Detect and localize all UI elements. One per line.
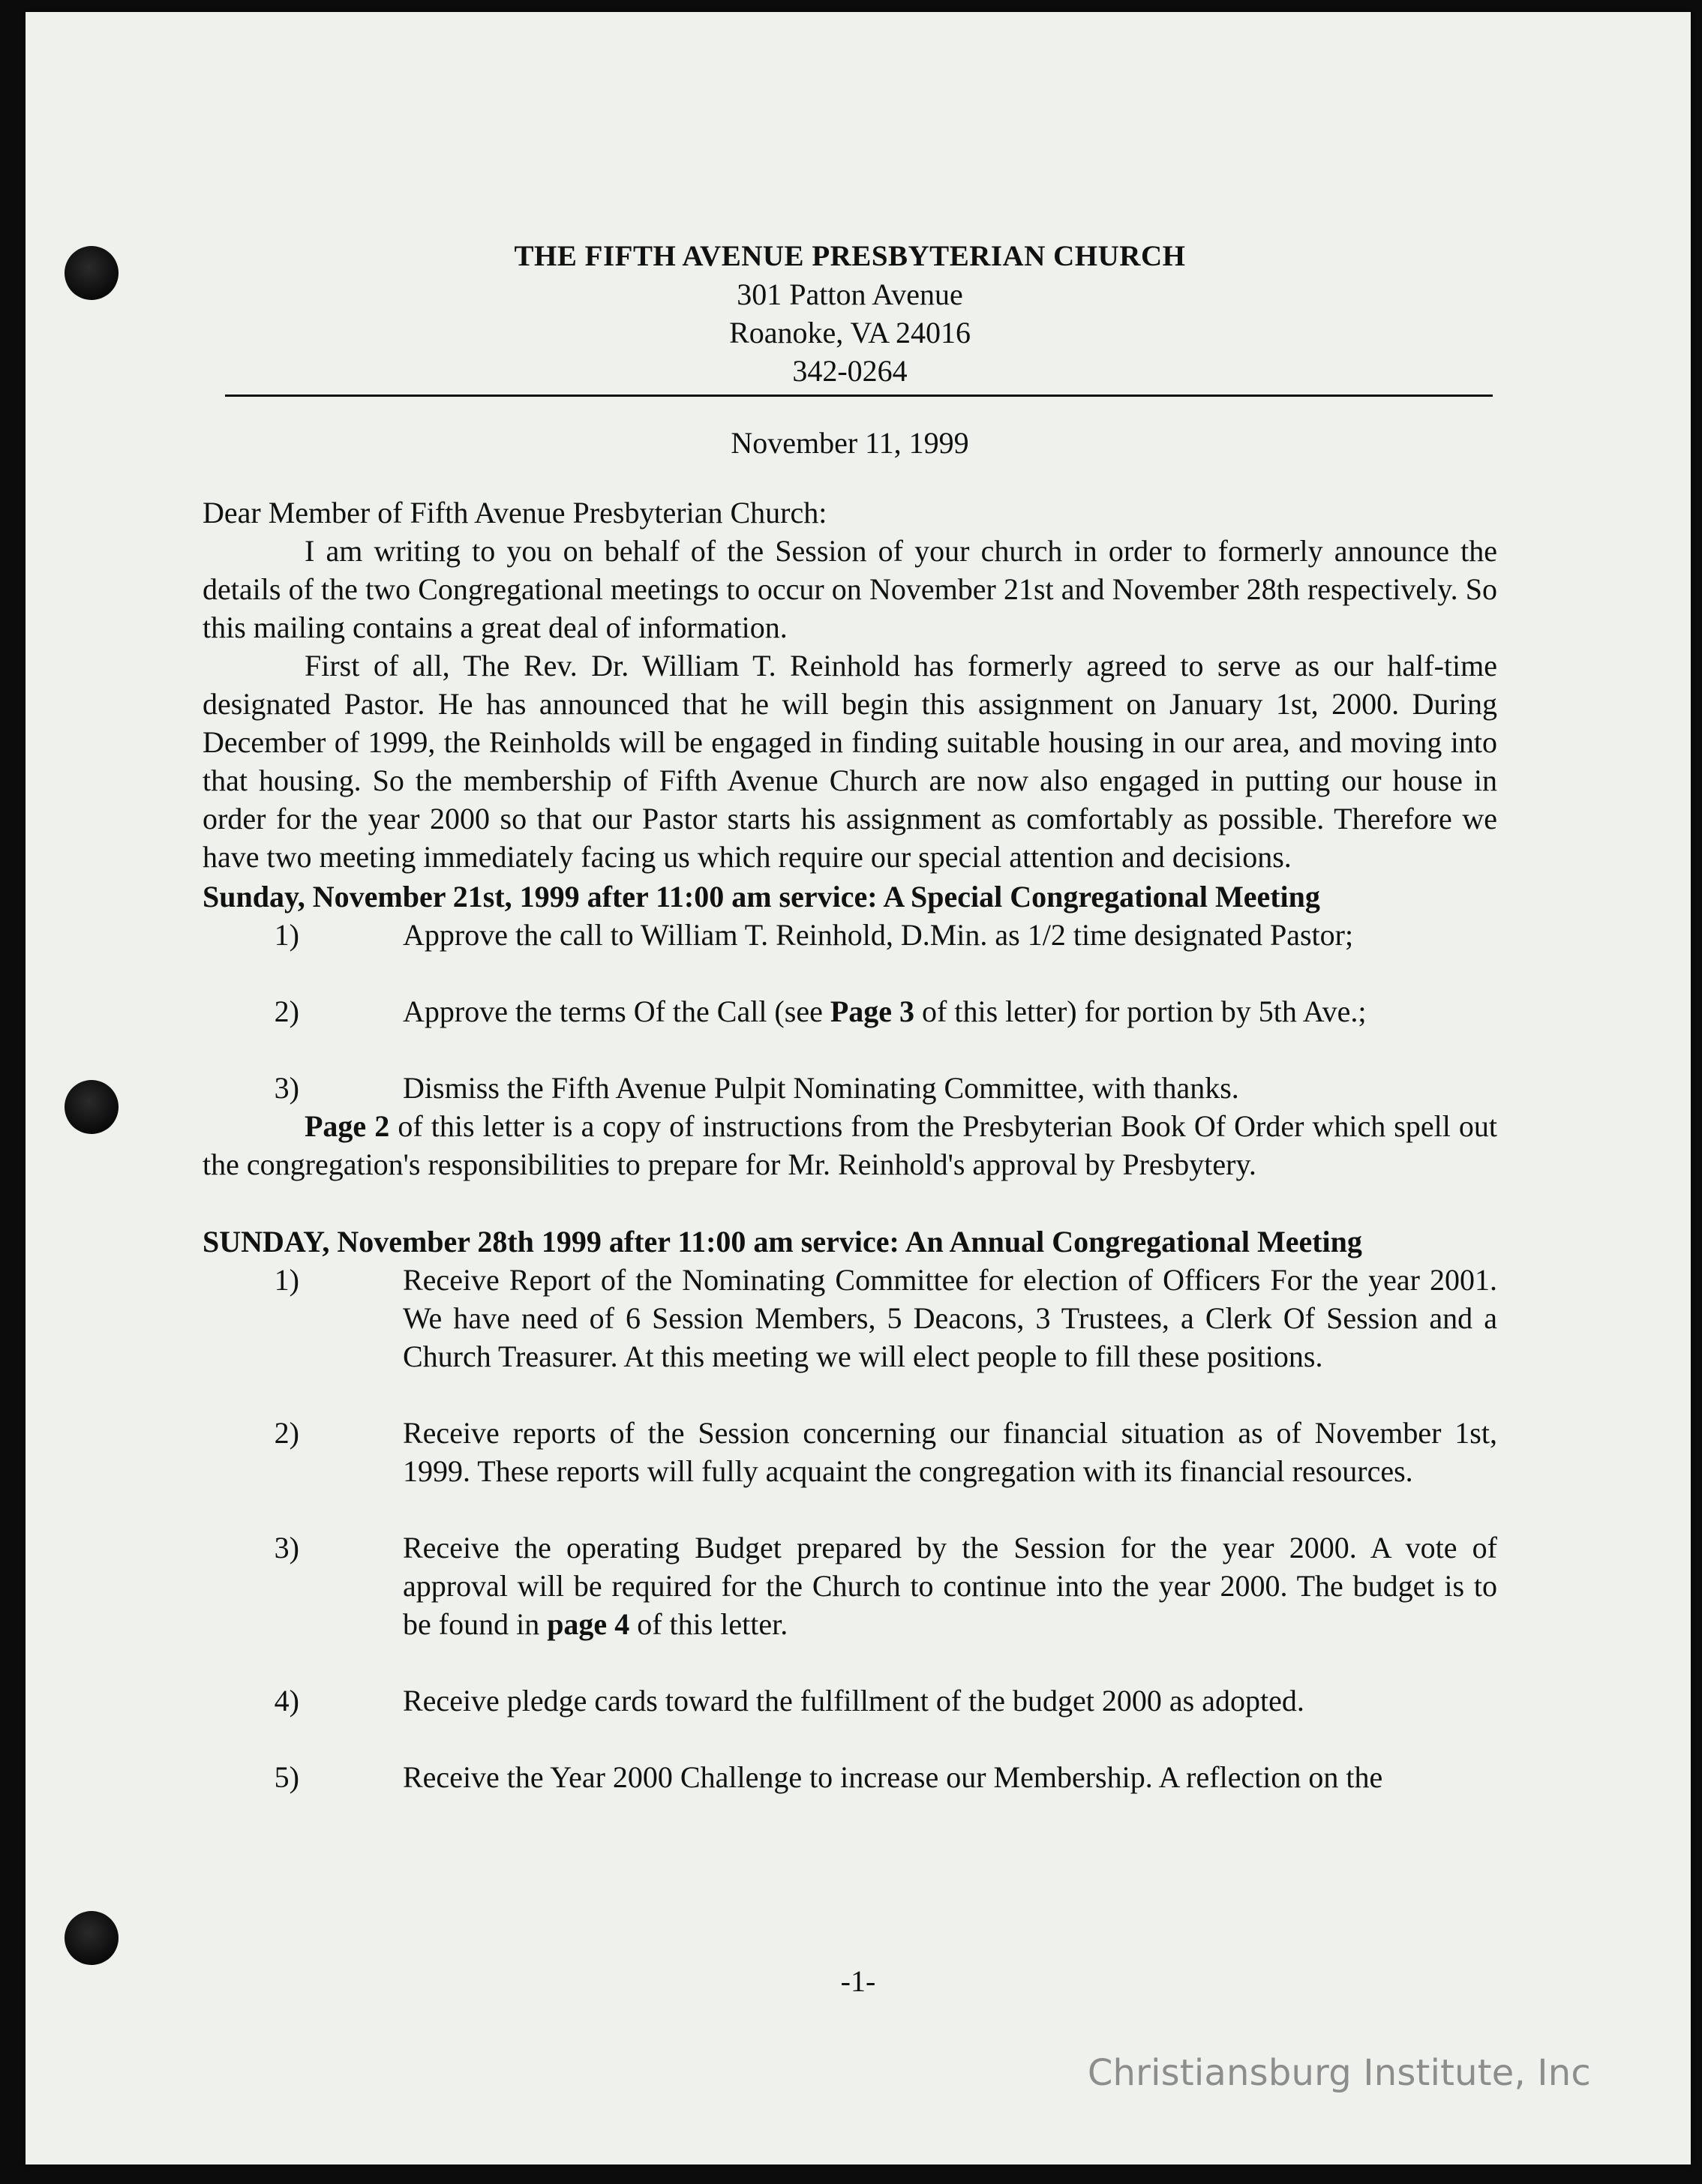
item-number: 5): [274, 1760, 299, 1794]
punch-hole-bottom: [65, 1911, 119, 1965]
item-text: Receive Report of the Nominating Committee for election of Officers For the year 2001. We have need of 6 Session Members, 5 Deacons, 3 Trustees, a Clerk Of Session and a Church Treasurer. At this meeting we will elect people to fill these positions.: [403, 1263, 1497, 1373]
page-reference: Page 2: [305, 1109, 390, 1143]
item-text: [403, 992, 1497, 1030]
item-text-part: Approve the terms Of the Call (see: [403, 994, 830, 1028]
salutation: Dear Member of Fifth Avenue Presbyterian Church:: [203, 496, 827, 530]
item-text: [403, 1528, 1497, 1643]
list-item: [203, 1261, 1497, 1376]
meeting2-heading: SUNDAY, November 28th 1999 after 11:00 am service: An Annual Congregational Meeting: [203, 1225, 1362, 1258]
watermark: Christiansburg Institute, Inc: [1087, 2052, 1591, 2094]
church-phone: 342-0264: [792, 354, 908, 388]
item-text-part: Receive the operating Budget prepared by the Session for the year 2000. A vote of approval will be required for the Church to continue into the year 2000. The budget is to be found in: [403, 1531, 1497, 1641]
letter-body: [203, 237, 1497, 1796]
letter-date: November 11, 1999: [731, 426, 969, 460]
list-item: [203, 1414, 1497, 1490]
page-reference: Page 3: [830, 994, 915, 1028]
item-text: Receive reports of the Session concerning our financial situation as of November 1st, 1999. These reports will fully acquaint the congregation with its financial resources.: [403, 1416, 1497, 1488]
item-number: 1): [274, 1263, 299, 1297]
pastor-paragraph: First of all, The Rev. Dr. William T. Reinhold has formerly agreed to serve as our half-time designated Pastor. He has announced that he will begin this assignment on January 1st, 2000. During December of 1999, the Reinholds will be engaged in finding suitable housing in our area, and moving into that housing. So the membership of Fifth Avenue Church are now also engaged in putting our house in order for the year 2000 so that our Pastor starts his assignment as comfortably as possible. Therefore we have two meeting immediately facing us which require our special attention and decisions.: [203, 649, 1497, 874]
meeting1-agenda: [203, 916, 1497, 1107]
item-text: Receive the Year 2000 Challenge to increase our Membership. A reflection on the: [403, 1760, 1383, 1794]
punch-hole-middle: [65, 1080, 119, 1134]
item-text: Approve the call to William T. Reinhold, D.Min. as 1/2 time designated Pastor;: [403, 918, 1354, 952]
item-number: 1): [274, 918, 299, 952]
item-number: 3): [274, 1531, 299, 1564]
page-reference: page 4: [547, 1607, 630, 1641]
punch-hole-top: [65, 246, 119, 300]
list-item: [203, 1069, 1497, 1107]
document-page: [26, 12, 1691, 2164]
item-text-part: of this letter.: [629, 1607, 788, 1641]
church-city: Roanoke, VA 24016: [729, 316, 971, 350]
item-number: 4): [274, 1684, 299, 1718]
list-item: [203, 992, 1497, 1030]
church-name: THE FIFTH AVENUE PRESBYTERIAN CHURCH: [514, 240, 1186, 272]
letterhead-rule: [225, 394, 1493, 397]
note-text: of this letter is a copy of instructions from the Presbyterian Book Of Order which spell out the congregation's responsibilities to prepare for Mr. Reinhold's approval by Presbytery.: [203, 1109, 1498, 1181]
list-item: [203, 916, 1497, 954]
list-item: [203, 1528, 1497, 1643]
page-number: -1-: [840, 1964, 876, 1998]
list-item: [203, 1758, 1497, 1796]
intro-paragraph: I am writing to you on behalf of the Session of your church in order to formerly announce the details of the two Congregational meetings to occur on November 21st and November 28th respectively. So this mailing contains a great deal of information.: [203, 534, 1497, 644]
meeting1-heading: Sunday, November 21st, 1999 after 11:00 am service: A Special Congregational Meeting: [203, 880, 1320, 914]
item-number: 2): [274, 1416, 299, 1450]
letterhead: [203, 237, 1497, 390]
item-number: 2): [274, 994, 299, 1028]
item-text-part: of this letter) for portion by 5th Ave.;: [914, 994, 1367, 1028]
meeting2-agenda: [203, 1261, 1497, 1796]
meeting1-note: [203, 1107, 1497, 1184]
item-text: Dismiss the Fifth Avenue Pulpit Nominating Committee, with thanks.: [403, 1071, 1239, 1105]
list-item: [203, 1682, 1497, 1720]
item-number: 3): [274, 1071, 299, 1105]
church-street: 301 Patton Avenue: [737, 278, 963, 311]
item-text: Receive pledge cards toward the fulfillment of the budget 2000 as adopted.: [403, 1684, 1304, 1718]
